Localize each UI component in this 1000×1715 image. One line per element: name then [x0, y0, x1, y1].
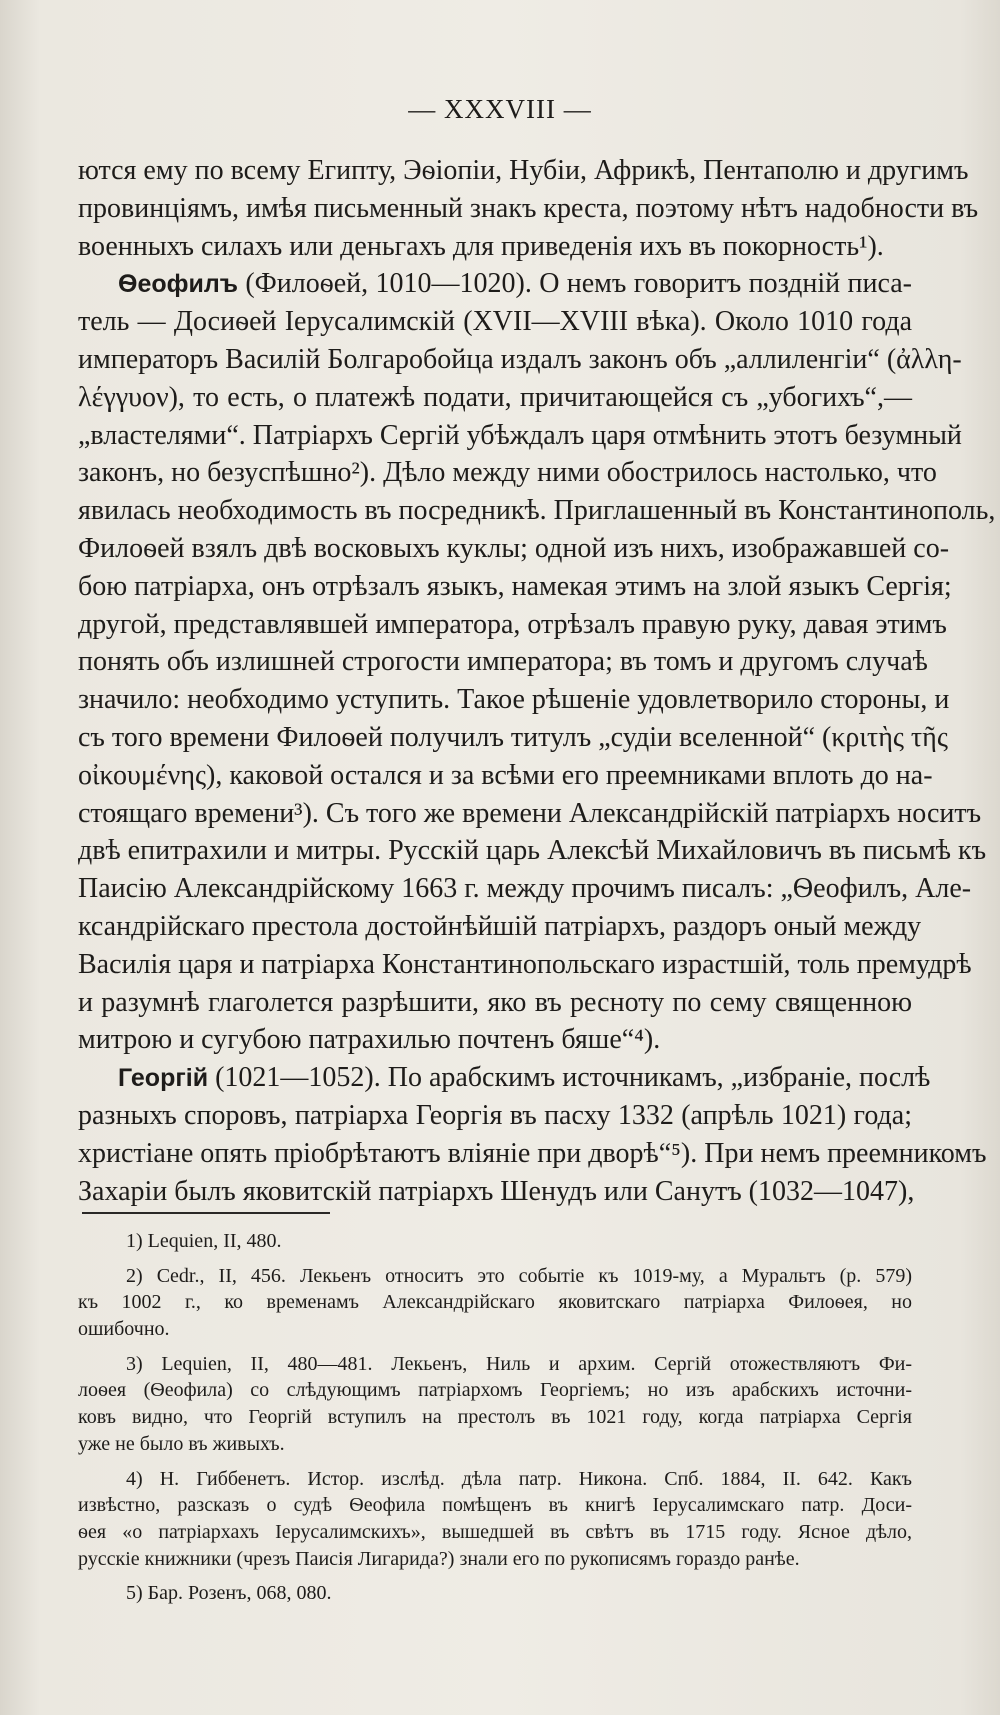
- body-line: митрою и сугубою патрахилью почтенъ бяше“⁴).: [78, 1024, 661, 1056]
- body-line: явилась необходимость въ посредникѣ. Приглашенный въ Константинополь,: [78, 495, 996, 527]
- body-line: съ того времени Филоѳей получилъ титулъ „судіи вселенной“ (κριτὴς τῆς: [78, 721, 948, 753]
- body-line: двѣ епитрахили и митры. Русскій царь Алексѣй Михайловичъ въ письмѣ къ: [78, 835, 987, 867]
- footnote-line: ошибочно.: [78, 1318, 170, 1341]
- body-line: бою патріарха, онъ отрѣзалъ языкъ, намекая этимъ на злой языкъ Сергія;: [78, 570, 952, 602]
- body-text: [78, 152, 996, 1210]
- footnote-line: уже не было въ живыхъ.: [78, 1432, 285, 1455]
- body-line: стоящаго времени³). Съ того же времени Александрійскій патріархъ носитъ: [78, 797, 982, 829]
- body-line: Георгій (1021—1052). По арабскимъ источникамъ, „избраніе, послѣ: [118, 1062, 931, 1094]
- footnote-line: извѣстно, разсказъ о судѣ Ѳеофила помѣщенъ въ книгѣ Іерусалимскаго патр. Доси-: [78, 1494, 912, 1517]
- footnote-line: 5) Бар. Розенъ, 068, 080.: [126, 1582, 332, 1605]
- body-line: императоръ Василій Болгаробойца издалъ законъ объ „аллиленгіи“ (ἀλλη-: [78, 343, 962, 375]
- body-line: значило: необходимо уступить. Такое рѣшеніе удовлетворило стороны, и: [78, 684, 950, 716]
- footnote-divider: [82, 1212, 330, 1214]
- footnote: [78, 1351, 912, 1458]
- footnote: [78, 1466, 912, 1573]
- section-heading: Георгій: [118, 1064, 209, 1093]
- section-heading: Ѳеофилъ: [118, 270, 238, 299]
- footnote-line: лоѳея (Ѳеофила) со слѣдующимъ патріархомъ Георгіемъ; но изъ арабскихъ источни-: [78, 1379, 912, 1402]
- footnote-line: 2) Cedr., II, 456. Лекьенъ относитъ это событіе къ 1019-му, а Муральтъ (p. 579): [126, 1264, 912, 1287]
- page-header: — XXXVIII —: [408, 94, 592, 124]
- footnote-line: къ 1002 г., ко временамъ Александрійскаго яковитскаго патріарха Филоѳея, но: [78, 1291, 912, 1314]
- body-line: Захаріи былъ яковитскій патріархъ Шенудъ или Санутъ (1032—1047),: [78, 1175, 915, 1207]
- body-line: λέγγυον), то есть, о платежѣ подати, причитающейся съ „убогихъ“,—: [78, 381, 912, 413]
- footnote-line: 3) Lequien, II, 480—481. Лекьенъ, Ниль и архим. Сергій отожествляютъ Фи-: [126, 1352, 912, 1375]
- body-line: ются ему по всему Египту, Эѳіопіи, Нубіи, Африкѣ, Пентаполю и другимъ: [78, 155, 969, 186]
- footnote: [78, 1263, 912, 1343]
- footnote-line: ѳея «о патріархахъ Іерусалимскихъ», вышедшей въ свѣтъ въ 1715 году. Ясное дѣло,: [78, 1520, 912, 1543]
- footnote-line: русскіе книжники (чрезъ Паисія Лигарида?) знали его по рукописямъ гораздо ранѣе.: [78, 1547, 800, 1570]
- body-line: другой, представлявшей императора, отрѣзалъ правую руку, давая этимъ: [78, 608, 947, 640]
- body-line: понять объ излишней строгости императора; въ томъ и другомъ случаѣ: [78, 646, 928, 678]
- footnote: [78, 1580, 912, 1607]
- footnote-line: 4) Н. Гиббенетъ. Истор. изслѣд. дѣла патр. Никона. Спб. 1884, II. 642. Какъ: [126, 1467, 912, 1490]
- body-line: христіане опять пріобрѣтаютъ вліяніе при дворѣ“⁵). При немъ преемникомъ: [78, 1137, 987, 1169]
- body-line: тель — Досиѳей Іерусалимскій (XVII—XVIII вѣка). Около 1010 года: [78, 306, 912, 338]
- body-line: Василія царя и патріарха Константинопольскаго израстшій, толь премудрѣ: [78, 948, 972, 980]
- body-line: ксандрійскаго престола достойнѣйшій патріархъ, раздоръ оный между: [78, 910, 922, 942]
- body-line: военныхъ силахъ или деньгахъ для приведенія ихъ въ покорность¹).: [78, 230, 884, 262]
- body-line: разныхъ споровъ, патріарха Георгія въ пасху 1332 (апрѣль 1021) года;: [78, 1099, 912, 1131]
- footnote: [78, 1228, 912, 1255]
- body-line: οἰκουμένης), каковой остался и за всѣми его преемниками вплоть до на-: [78, 759, 933, 791]
- footnote-line: 1) Lequien, II, 480.: [126, 1230, 282, 1252]
- body-line: провинціямъ, имѣя письменный знакъ креста, поэтому нѣтъ надобности въ: [78, 192, 979, 224]
- body-line: „властелями“. Патріархъ Сергій убѣждалъ царя отмѣнить этотъ безумный: [78, 419, 962, 451]
- body-line: Филоѳей взялъ двѣ восковыхъ куклы; одной изъ нихъ, изображавшей со-: [78, 532, 950, 564]
- footnotes: [78, 1228, 912, 1615]
- footnote-line: ковъ видно, что Георгій вступилъ на престолъ въ 1021 году, когда патріарха Сергія: [78, 1406, 912, 1429]
- body-line: и разумнѣ глаголется разрѣшити, яко въ ресноту по сему священною: [78, 986, 912, 1018]
- body-line: Паисію Александрійскому 1663 г. между прочимъ писалъ: „Ѳеофилъ, Але-: [78, 873, 972, 905]
- body-line: законъ, но безуспѣшно²). Дѣло между ними обострилось настолько, что: [78, 457, 937, 489]
- body-line: Ѳеофилъ (Филоѳей, 1010—1020). О немъ говоритъ поздній писа-: [118, 268, 912, 300]
